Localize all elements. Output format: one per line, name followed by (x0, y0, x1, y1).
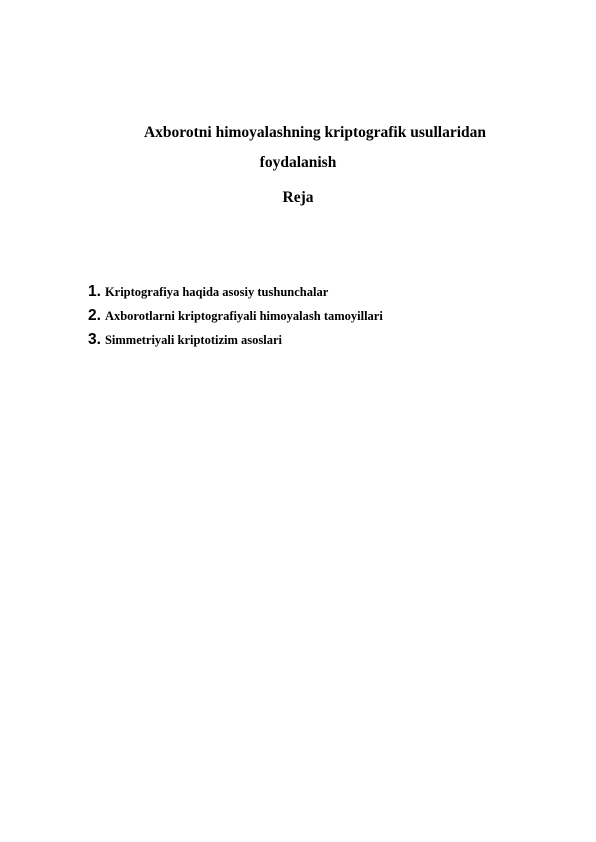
plan-list (88, 280, 383, 352)
plan-item-1 (88, 280, 383, 304)
plan-item-number: 2. (88, 307, 101, 324)
plan-item-number: 1. (88, 283, 101, 300)
document-title-line-1: Axborotni himoyalashning kriptografik usullaridan (143, 124, 487, 141)
plan-item-text: Axborotlarni kriptografiyali himoyalash tamoyillari (104, 309, 383, 323)
plan-heading: Reja (282, 189, 314, 206)
plan-item-3 (88, 328, 383, 352)
plan-item-2 (88, 304, 383, 328)
plan-item-text: Simmetriyali kriptotizim asoslari (104, 333, 282, 347)
plan-item-number: 3. (88, 331, 101, 348)
document-title-line-2: foydalanish (259, 154, 337, 171)
plan-item-text: Kriptografiya haqida asosiy tushunchalar (104, 285, 329, 299)
